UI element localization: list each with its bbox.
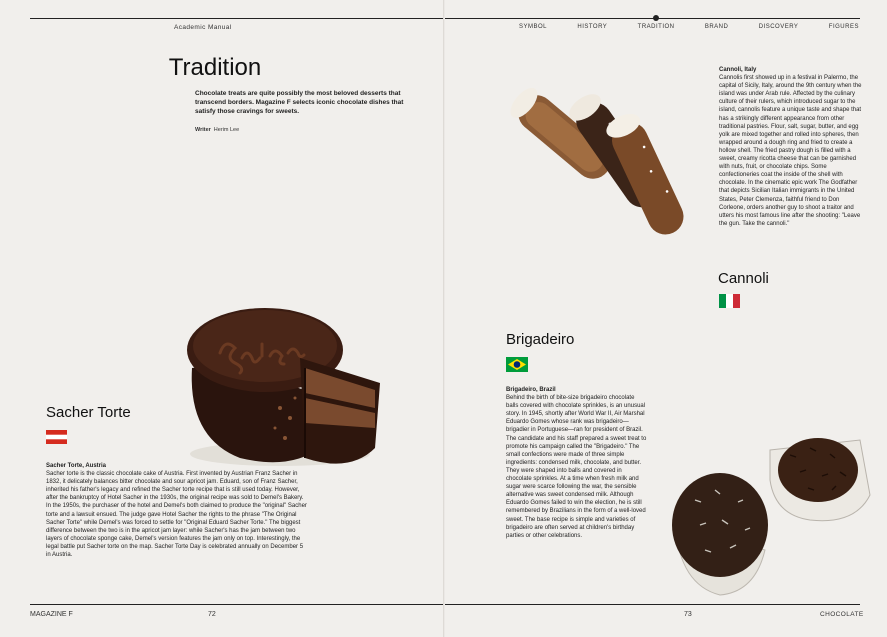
cannoli-text (719, 66, 864, 228)
brazil-flag-icon (506, 357, 528, 372)
sacher-torte-title: Sacher Torte (46, 404, 131, 421)
nav-active-dot (653, 15, 659, 21)
brigadeiro-body: Behind the birth of bite-size brigadeiro chocolate balls covered with chocolate sprinkles, is an unusual story. In 1945, shortly after World War II, Air Marshal Eduardo Gomes whose rank was brigadeiro—brigadier in Portuguese—ran for president of Brazil. The candidate and his staff prepared a sweet treat to promote his campaign called the "Brigadeiro." The small confections were made of three simple ingredients: condensed milk, chocolate, and butter. They were shaped into balls and covered in chocolate sprinkles. At a time when fresh milk and sugar were scarce following the war, the sensible alternative was sweet condensed milk. Although Eduardo Gomes failed to win the election, he is still remembered by Brazilians in the form of a well-loved sweet. The base recipe is simple and varieties of brigadeiro are often served at children's birthday parties or other celebrations. (506, 395, 647, 539)
writer-name: Herim Lee (213, 127, 240, 133)
cannoli-heading: Cannoli, Italy (719, 67, 757, 73)
footer-publication: MAGAZINE F (30, 611, 73, 618)
sacher-torte-body: Sacher torte is the classic chocolate cake of Austria. First invented by Austrian Franz Sacher in 1832, it delicately balances bitter chocolate and sour apricot jam. Eduard, son of Franz Sacher, inherited his father's legacy and refined the Sacher torte recipe that is still used today. However, after the bankruptcy of Hotel Sacher in the 1930s, the original recipe was sold to Demel's Bakery. In the 1950s, the purchaser of the hotel and Demel's both claimed to produce the "original" Sacher torte and a lawsuit ensued. The judge gave Hotel Sacher the rights to the phrase "The Original Sacher Torte" while Demel's was forced to settle for "Original Eduard Sacher Torte." The biggest difference between the two is in the apricot jam layer: while Sacher's has the jam between two layers of chocolate sponge cake, Demel's version features the jam only on top. Interestingly, the legal battle put Sacher torte on the map. Sacher Torte Day is celebrated annually on December 5 in Austria. (46, 471, 307, 559)
brigadeiro-illustration (660, 410, 880, 600)
page-number-right: 73 (684, 611, 692, 618)
writer-label: Writer (195, 127, 211, 133)
sacher-torte-heading: Sacher Torte, Austria (46, 463, 107, 469)
header-rule-left (30, 18, 443, 19)
page-gutter (443, 0, 445, 637)
cannoli-body: Cannolis first showed up in a festival in Palermo, the capital of Sicily, Italy, around the 9th century when the island was under Arab rule. Affected by the culinary culture of their rulers, which introduced sugar to the island, cannolis feature a unique taste and shape that has a strikingly different appearance from other traditional pastries. Flour, salt, sugar, butter, and egg yolk are mixed together and rolled into spheres, then wrapped around a dough ring and fried to create a hollow shell. The fried pastry dough is filled with a sweet, creamy ricotta cheese that can be garnished with nuts, fruit, or chocolate chips. Some confectioneries coat the inside of the shell with chocolate. In the cinematic epic work The Godfather that depicts Sicilian Italian immigrants in the United States, Peter Clemenza, faithful friend to Don Corleone, orders another guy to shoot a traitor and utters his most famous line after the shooting: "Leave the gun. Take the cannoli." (719, 75, 862, 227)
nav-tradition[interactable]: TRADITION (637, 24, 675, 30)
cannoli-illustration (505, 55, 705, 255)
brigadeiro-text (506, 386, 648, 540)
nav-figures[interactable]: FIGURES (828, 24, 859, 30)
sacher-torte-text (46, 462, 308, 559)
nav-symbol[interactable]: SYMBOL (519, 24, 548, 30)
brigadeiro-title: Brigadeiro (506, 331, 575, 348)
italy-flag-icon (719, 294, 740, 308)
page-title: Tradition (168, 54, 262, 81)
page-number-left: 72 (208, 611, 216, 618)
writer-credit (195, 127, 239, 133)
intro-text: Chocolate treats are quite possibly the most beloved desserts that transcend borders. Magazine F selects iconic chocolate dishes that satisfy those cravings for sweets. (195, 90, 404, 115)
cannoli-title: Cannoli (718, 270, 769, 287)
brigadeiro-heading: Brigadeiro, Brazil (506, 387, 556, 393)
nav-history[interactable]: HISTORY (577, 24, 608, 30)
austria-flag-icon (46, 430, 67, 444)
footer-rule-left (30, 604, 443, 605)
nav-brand[interactable]: BRAND (704, 24, 729, 30)
running-header: Academic Manual (174, 24, 232, 31)
footer-rule-right (445, 604, 860, 605)
footer-section: CHOCOLATE (820, 611, 864, 618)
section-nav (519, 24, 859, 30)
sacher-torte-illustration (180, 298, 390, 478)
nav-discovery[interactable]: DISCOVERY (758, 24, 799, 30)
